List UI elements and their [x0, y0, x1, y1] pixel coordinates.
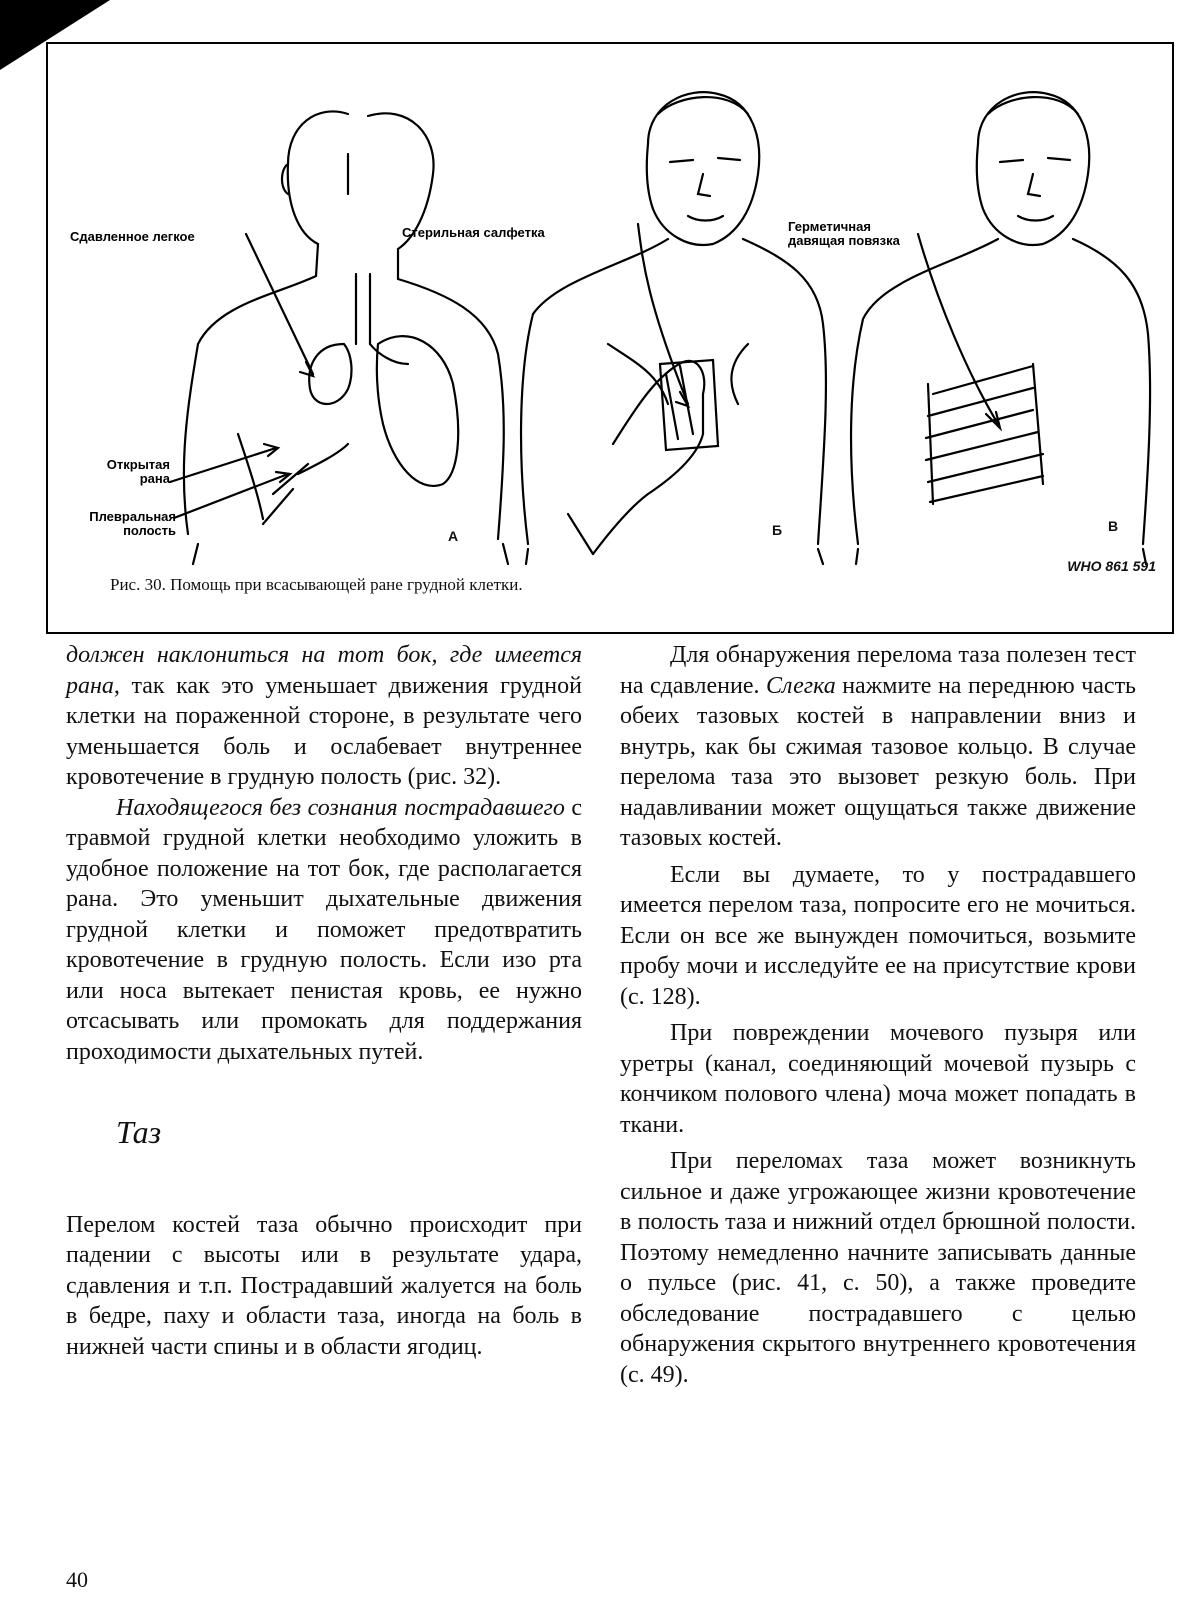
left-paragraph-2: [66, 793, 582, 1068]
panel-letter-b: Б: [772, 522, 783, 538]
figure-caption: Рис. 30. Помощь при всасывающей ране грудной клетки.: [110, 575, 523, 594]
right-paragraph-3: При повреждении мочевого пузыря или уретры (канал, соединяющий мочевой пузырь с кончиком полового члена) моча может попадать в ткани.: [620, 1020, 1136, 1138]
page-number: 40: [66, 1567, 88, 1592]
label-hermetic-bandage: Герметичная давящая повязка: [788, 219, 900, 248]
right-p1-text-b: нажмите на переднюю часть обеих тазовых костей в направлении вниз и внутрь, как бы сжимая тазовое кольцо. В случае перелома таза это вызовет резкую боль. При надавливании может ощущаться также движение тазовых костей.: [620, 672, 1136, 851]
figure-code: WHO 861 591: [1067, 558, 1156, 574]
left-p2-text: с травмой грудной клетки необходимо уложить в удобное положение на тот бок, где располагается рана. Это уменьшит дыхательные движения грудной клетки и поможет предотвратить кровотечение в грудную полость. Если изо рта или носа вытекает пенистая кровь, ее нужно отсасывать или промокать для поддержания проходимости дыхательных путей.: [66, 794, 583, 1065]
left-paragraph-3: Перелом костей таза обычно происходит при падении с высоты или в результате удара, сдавления и т.п. Пострадавший жалуется на боль в бедре, паху и области таза, иногда на боль в нижней части спины и в области ягодиц.: [66, 1211, 582, 1360]
figure-30: [46, 42, 1174, 634]
right-paragraph-1: [620, 640, 1136, 854]
panel-letter-a: А: [448, 528, 459, 544]
figure-illustration: [48, 44, 1172, 632]
panel-b-drawing: [521, 92, 826, 564]
right-column: [620, 640, 1136, 1390]
label-sterile-napkin: Стерильная салфетка: [402, 225, 545, 240]
label-compressed-lung: Сдавленное легкое: [70, 229, 195, 244]
right-p1-italic: Слегка: [766, 672, 836, 699]
right-paragraph-4: При переломах таза может возникнуть сильное и даже угрожающее жизни кровотечение в полость таза и нижний отдел брюшной полости. Поэтому немедленно начните записывать данные о пульсе (рис. 41, с. 50), а также проведите обследование пострадавшего с целью обнаружения скрытого внутреннего кровотечения (с. 49).: [620, 1148, 1136, 1388]
panel-letter-c: В: [1108, 518, 1119, 534]
left-column: [66, 640, 582, 1362]
left-p1-text: , так как это уменьшает движения грудной клетки на пораженной стороне, в результате чего уменьшается боль и ослабевает внутреннее кровотечение в грудную полость (рис. 32).: [66, 672, 582, 790]
panel-c-drawing: [851, 92, 1150, 564]
right-paragraph-2: Если вы думаете, то у пострадавшего имеется перелом таза, попросите его не мочиться. Если он все же вынужден помочиться, возьмите пробу мочи и исследуйте ее на присутствие крови (с. 128).: [620, 861, 1136, 1010]
label-open-wound: Открытая рана: [106, 457, 170, 486]
right-p1-text-a: Для обнаружения перелома таза полезен тест на сдавление.: [620, 642, 1136, 699]
left-p2-italic: Находящегося без сознания пострадавшего: [116, 794, 565, 821]
left-p1-italic: должен наклониться на тот бок, где имеется рана: [66, 642, 582, 699]
panel-a-drawing: [170, 111, 508, 564]
left-paragraph-1: [66, 640, 582, 793]
section-heading: Таз: [116, 1114, 162, 1150]
label-pleural-cavity: Плевральная полость: [89, 509, 176, 538]
